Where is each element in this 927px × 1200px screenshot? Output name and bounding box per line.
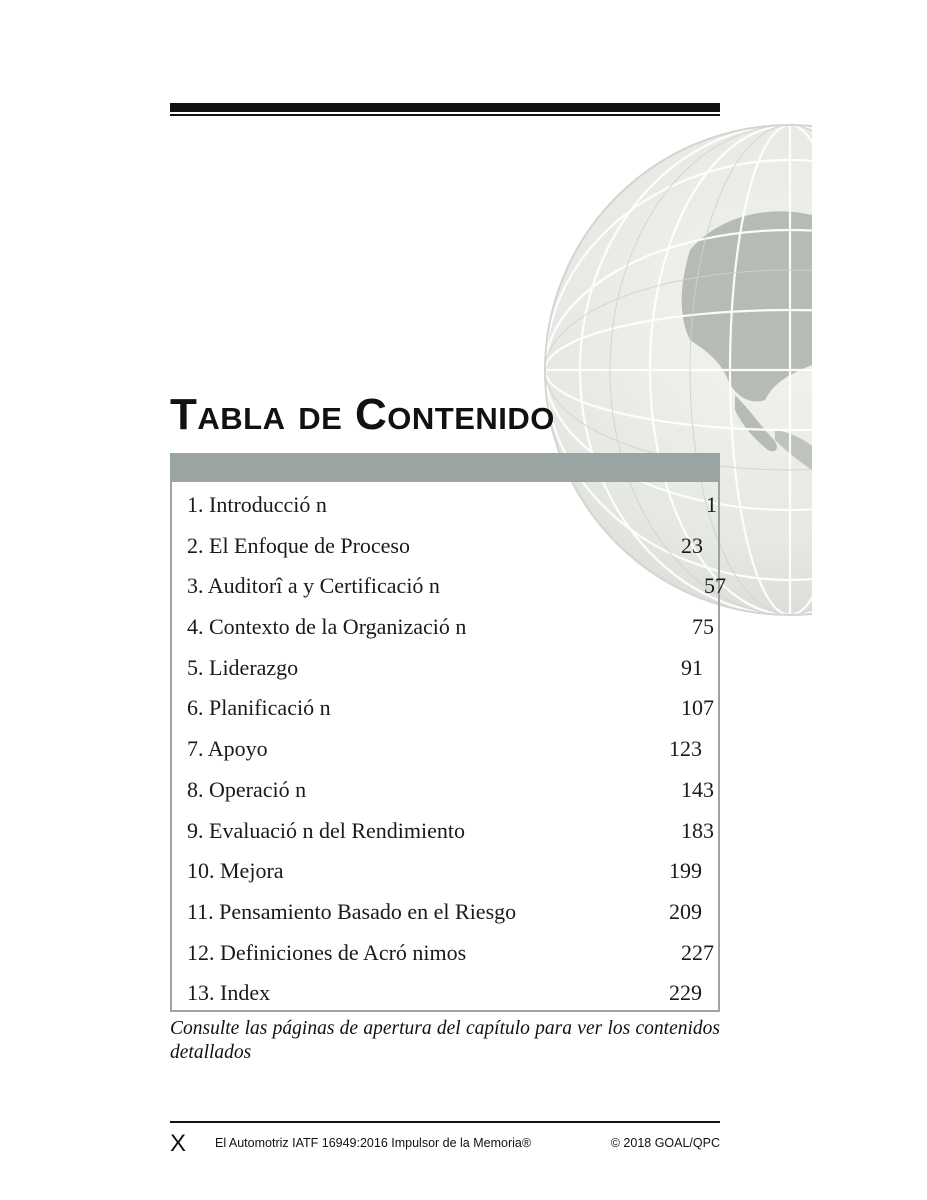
toc-item[interactable] [172,851,718,892]
toc-item[interactable] [172,770,718,811]
toc-item[interactable] [172,811,718,852]
header-rule-thin [170,114,720,116]
toc-item-label: 6. Planificació n [187,695,331,721]
toc-item-page: 107 [681,695,714,721]
toc-item[interactable] [172,485,718,526]
toc-item-page: 91 [681,654,703,680]
toc-item-label: 2. El Enfoque de Proceso [187,532,410,558]
toc-item-label: 10. Mejora [187,858,284,884]
footer-page-number: X [170,1130,187,1157]
toc-item-label: 12. Definiciones de Acró nimos [187,939,467,965]
toc-item[interactable] [172,648,718,689]
toc-item[interactable] [172,566,726,607]
toc-item-label: 4. Contexto de la Organizació n [187,614,467,640]
toc-item-page: 123 [669,736,702,762]
toc-item[interactable] [172,973,718,1014]
toc-item-label: 8. Operació n [187,776,307,802]
toc-list [172,485,726,1014]
toc-item-label: 11. Pensamiento Basado en el Riesgo [187,898,517,924]
toc-item-page: 143 [681,776,714,802]
toc-item-page: 209 [669,898,702,924]
toc-item[interactable] [172,607,718,648]
toc-box [170,453,726,1012]
toc-item-page: 227 [681,939,714,965]
toc-item[interactable] [172,526,718,567]
toc-item[interactable] [172,688,718,729]
toc-item-page: 229 [669,980,702,1006]
toc-item[interactable] [172,933,718,974]
toc-item-label: 5. Liderazgo [187,654,299,680]
page-footer [170,1130,720,1158]
toc-note: Consulte las páginas de apertura del capítulo para ver los contenidos detallados [170,1018,720,1063]
toc-item-page: 75 [692,614,714,640]
toc-item-label: 1. Introducció n [187,492,327,517]
toc-item[interactable] [172,892,718,933]
toc-item-label: 9. Evaluació n del Rendimiento [187,817,465,843]
toc-item-label: 7. Apoyo [187,736,268,762]
footer-copyright: © 2018 GOAL/QPC [610,1136,720,1150]
footer-book-title: El Automotriz IATF 16949:2016 Impulsor de la Memoria® [215,1136,532,1150]
toc-item-label: 13. Index [187,980,271,1006]
toc-item[interactable] [172,729,718,770]
page-title: Tabla de Contenido [170,390,555,439]
toc-item-page: 23 [681,532,703,558]
toc-item-page: 183 [681,817,714,843]
footer-rule [170,1121,720,1123]
toc-item-page: 57 [704,573,726,599]
header-rule-thick [170,103,720,112]
toc-item-label: 3. Auditorî a y Certificació n [187,573,440,599]
toc-item-page: 1 [706,492,717,517]
toc-header-bar [172,455,718,482]
toc-item-page: 199 [669,858,702,884]
